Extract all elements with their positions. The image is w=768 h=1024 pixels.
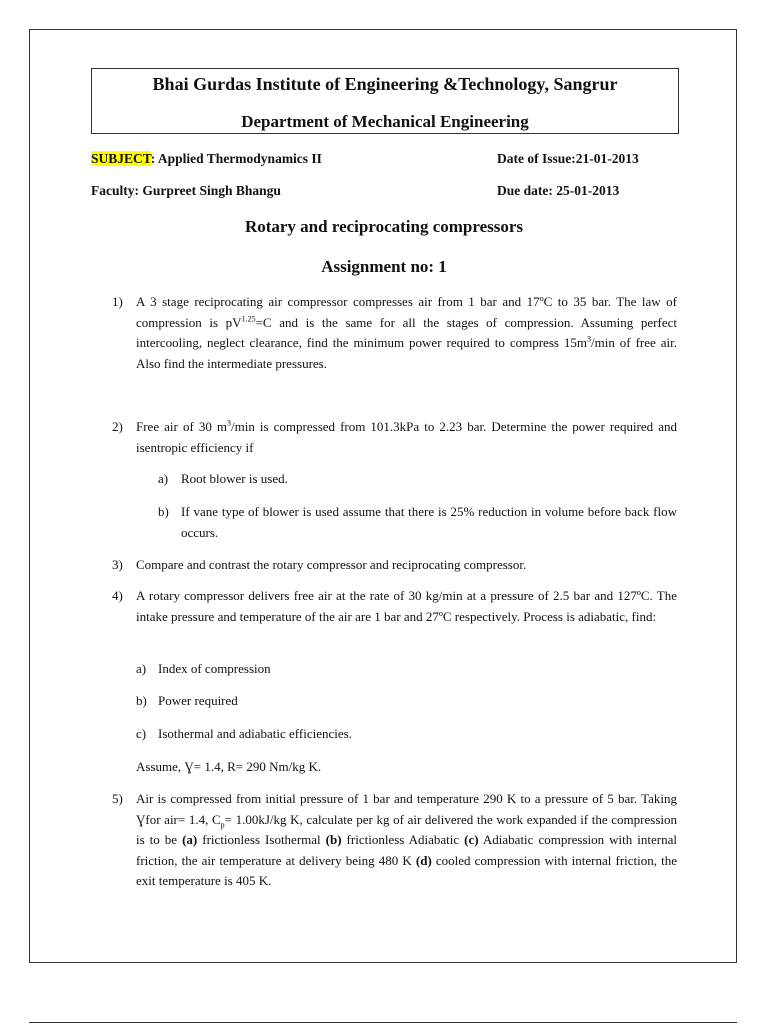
date-of-issue: Date of Issue:21-01-2013 <box>497 151 639 166</box>
question-number: 3) <box>112 557 123 572</box>
document-title: Rotary and reciprocating compressors <box>244 217 524 236</box>
question-number: 5) <box>112 791 123 806</box>
subject-line <box>91 151 322 167</box>
question-text: Compare and contrast the rotary compressor and reciprocating compressor. <box>136 557 527 572</box>
question-text: A 3 stage reciprocating air compressor compresses air from 1 bar and 17ºC to 35 bar. The law of compression is $pV^{1.25}=C$ and is the same for all the stages of compression. Assuming perfect intercooling, neglect clearance, find the minimum power required to compress $15m^3/\min$ of free air. Also find the intermediate pressures. <box>136 294 677 371</box>
subject-value: : Applied Thermodynamics II <box>150 151 322 166</box>
assume-line: Assume, Ɣ= 1.4, R= 290 Nm/kg K. <box>136 759 322 774</box>
department-name: Department of Mechanical Engineering <box>241 112 529 131</box>
question-text: Air is compressed from initial pressure of 1 bar and temperature 290 K to a pressure of 5 bar. Taking Ɣfor air= 1.4, $C_p= 1.00kJ/kg$ K, calculate per kg of air delivered the work expanded if the compression is to be (a) frictionless Isothermal (b) frictionless Adiabatic (c) Adiabatic compression with internal friction, the air temperature at delivery being 480 K (d) cooled compression with internal friction, the exit temperature is 405 K. <box>136 791 677 888</box>
faculty: Faculty: Gurpreet Singh Bhangu <box>91 183 281 198</box>
header-box <box>91 68 679 134</box>
page-break-line <box>29 1022 737 1023</box>
question-number: 2) <box>112 419 123 434</box>
due-date: Due date: 25-01-2013 <box>497 183 620 198</box>
question-text: Free air of 30 $m^3/\min$ is compressed from 101.3kPa to 2.23 bar. Determine the power required and isentropic efficiency if <box>136 418 677 455</box>
question-number: 4) <box>112 588 123 603</box>
institute-name: Bhai Gurdas Institute of Engineering &Technology, Sangrur <box>152 74 618 94</box>
question-text: A rotary compressor delivers free air at the rate of 30 kg/min at a pressure of 2.5 bar and 127ºC. The intake pressure and temperature of the air are 1 bar and 27ºC respectively. Process is adiabatic, find: <box>136 588 677 624</box>
assignment-number: Assignment no: 1 <box>321 257 447 276</box>
question-number: 1) <box>112 294 123 309</box>
subject-label: SUBJECT <box>91 151 151 166</box>
